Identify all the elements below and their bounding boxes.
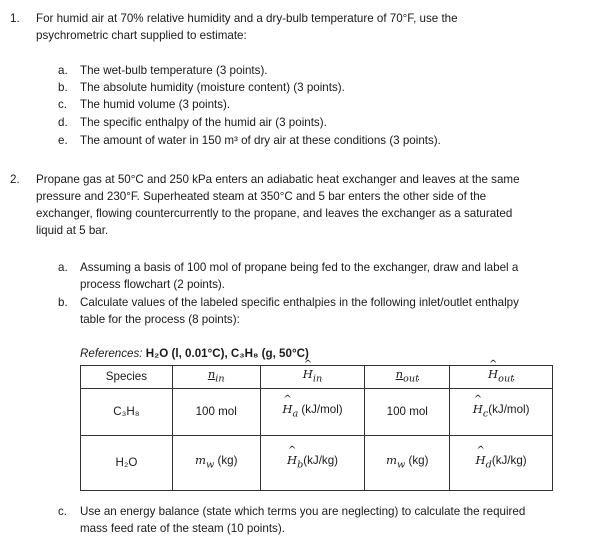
cell-n-out-water: $m_w$ (kg) (365, 435, 450, 490)
q1-number: 1. (10, 12, 20, 25)
q1-item-c-letter: c. (58, 98, 68, 111)
q1-text-line1: For humid air at 70% relative humidity and a dry-bulb temperature of 70°F, use the (36, 12, 458, 25)
q1-item-d: The specific enthalpy of the humid air (3 points). (80, 116, 327, 129)
q1-item-a-letter: a. (58, 64, 68, 77)
enthalpy-table (80, 365, 553, 491)
q2-text-line4: liquid at 5 bar. (36, 224, 109, 237)
header-species: Species (81, 366, 173, 389)
header-n-in: $n_{in}$ (172, 366, 260, 389)
cell-species-propane: C₃H₈ (81, 388, 173, 435)
q2-b-line2: table for the process (8 points): (80, 313, 240, 326)
table-row (81, 435, 553, 490)
q1-item-e-letter: e. (58, 134, 68, 147)
q2-c-line1: Use an energy balance (state which terms you are neglecting) to calculate the required (80, 505, 526, 518)
q1-item-e: The amount of water in 150 m³ of dry air at these conditions (3 points). (80, 134, 441, 147)
q2-c-letter: c. (58, 505, 68, 518)
header-n-out: $n_{out}$ (365, 366, 450, 389)
q2-c-line2: mass feed rate of the steam (10 points). (80, 522, 285, 535)
q2-number: 2. (10, 173, 20, 186)
cell-species-water: H₂O (81, 435, 173, 490)
q1-item-a: The wet-bulb temperature (3 points). (80, 64, 268, 77)
q2-a-line2: process flowchart (2 points). (80, 278, 225, 291)
cell-n-in-water: $m_w$ (kg) (172, 435, 260, 490)
q2-text-line1: Propane gas at 50°C and 250 kPa enters an adiabatic heat exchanger and leaves at the same (36, 173, 520, 186)
header-h-out: ^ $H_{out}$ (450, 366, 553, 389)
q2-text-line3: exchanger, flowing countercurrently to the propane, and leaves the exchanger as a saturated (36, 207, 513, 220)
cell-h-out-water: ^ $H_d(kJ/kg)$ (450, 435, 553, 490)
q2-b-line1: Calculate values of the labeled specific enthalpies in the following inlet/outlet enthalpy (80, 296, 519, 309)
q1-item-d-letter: d. (58, 116, 68, 129)
q2-a-line1: Assuming a basis of 100 mol of propane being fed to the exchanger, draw and label a (80, 261, 519, 274)
q1-item-b-letter: b. (58, 81, 68, 94)
q2-text-line2: pressure and 230°F. Superheated steam at 350°C and 5 bar enters the other side of the (36, 190, 487, 203)
q2-a-letter: a. (58, 261, 68, 274)
references-label: References: (80, 347, 143, 360)
q1-text-line2: psychrometric chart supplied to estimate: (36, 29, 247, 42)
table-row (81, 388, 553, 435)
q1-item-b: The absolute humidity (moisture content) (3 points). (80, 81, 345, 94)
cell-h-in-propane: ^ $H_a$ (kJ/mol) (260, 388, 365, 435)
cell-n-in-propane: 100 mol (172, 388, 260, 435)
cell-h-out-propane: ^ $H_c(kJ/mol)$ (450, 388, 553, 435)
q1-item-c: The humid volume (3 points). (80, 98, 231, 111)
header-h-in: ^ $H_{in}$ (260, 366, 365, 389)
q2-b-letter: b. (58, 296, 68, 309)
references-line (80, 345, 309, 362)
cell-n-out-propane: 100 mol (365, 388, 450, 435)
cell-h-in-water: ^ $H_b(kJ/kg)$ (260, 435, 365, 490)
table-header-row (81, 366, 553, 389)
references-value: H₂O (l, 0.01°C), C₃H₈ (g, 50°C) (145, 347, 309, 360)
